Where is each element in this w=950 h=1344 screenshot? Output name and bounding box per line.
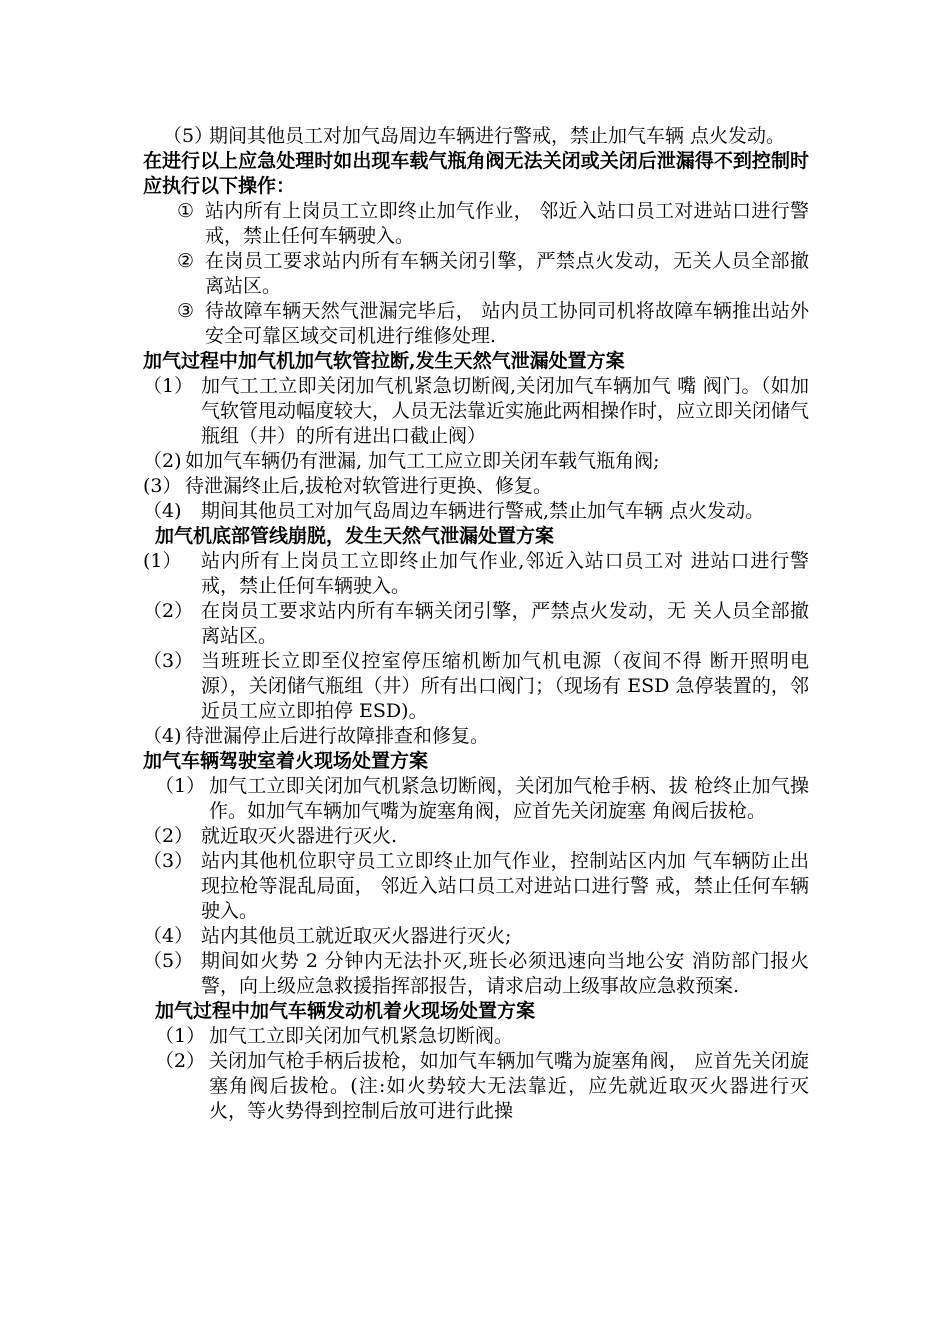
list-item-number: （1） (155, 1025, 206, 1047)
list-item-number: （2） (143, 600, 194, 622)
list-item (143, 599, 809, 649)
list-item (143, 649, 809, 724)
list-item-number: （3） (143, 650, 194, 672)
list-item (143, 374, 809, 449)
list-item (143, 949, 809, 999)
section-heading: 在进行以上应急处理时如出现车载气瓶角阀无法关闭或关闭后泄漏得不到控制时应执行以下操作： (143, 150, 809, 197)
list-item-text: 待泄漏停止后进行故障排查和修复。 (185, 725, 490, 747)
list-item-text: 站内所有上岗员工立即终止加气作业,邻近入站口员工对 进站口进行警戒，禁止任何车辆驶入。 (201, 550, 809, 597)
list-item-text: 加气工工立即关闭加气机紧急切断阀,关闭加气车辆加气 嘴 阀门。（如加气软管甩动幅度较大，人员无法靠近实施此两相操作时，应立即关闭储气瓶组（井）的所有进出口截止阀） (201, 375, 810, 447)
list-item (143, 499, 809, 524)
list-item-text: 关闭加气枪手柄后拔枪，如加气车辆加气嘴为旋塞角阀， 应首先关闭旋塞角阀后拔枪。(注:如火势较大无法靠近，应先就近取灭火器进行灭火，等火势得到控制后放可进行此操 (209, 1050, 809, 1122)
list-item-text: 待泄漏终止后,拔枪对软管进行更换、修复。 (185, 475, 553, 497)
list-item (143, 249, 809, 299)
list-item-number: (1） (143, 550, 182, 572)
list-item-text: 在岗员工要求站内所有车辆关闭引擎，严禁点火发动，无 关人员全部撤离站区。 (201, 600, 809, 647)
section-heading: 加气过程中加气机加气软管拉断,发生天然气泄漏处置方案 (143, 350, 625, 372)
list-item (143, 1049, 809, 1124)
list-item-text: 如加气车辆仍有泄漏, 加气工工应立即关闭车载气瓶角阀; (185, 450, 660, 472)
list-item-number: （1） (155, 775, 206, 797)
list-item-text: 站内其他机位职守员工立即终止加气作业，控制站区内加 气车辆防止出现拉枪等混乱局面， 邻近入站口员工对进站口进行警 戒，禁止任何车辆驶入。 (201, 850, 809, 922)
list-item (143, 199, 809, 249)
list-item-text: 待故障车辆天然气泄漏完毕后， 站内员工协同司机将故障车辆推出站外安全可靠区域交司机进行维修处理. (205, 300, 809, 347)
list-item-number: （5） (143, 950, 194, 972)
section-heading: 加气车辆驾驶室着火现场处置方案 (143, 750, 429, 772)
list-item (143, 1024, 809, 1049)
list-item (143, 849, 809, 924)
list-item-text: 期间其他员工对加气岛周边车辆进行警戒，禁止加气车辆 点火发动。 (209, 125, 786, 147)
list-item-number: （4) (143, 725, 182, 747)
section-heading: 加气机底部管线崩脱，发生天然气泄漏处置方案 (155, 525, 555, 547)
list-item-number: （4) (143, 500, 182, 522)
list-item (143, 549, 809, 599)
list-item-text: 期间如火势 2 分钟内无法扑灭,班长必须迅速向当地公安 消防部门报火警，向上级应急救援指挥部报告，请求启动上级事故应急救预案. (201, 950, 809, 997)
list-item-number: （2） (155, 1050, 206, 1072)
list-item-number: ③ (177, 300, 195, 322)
list-item-number: （5） (163, 125, 214, 147)
list-item-number: （2） (143, 825, 194, 847)
list-item-text: 加气工立即关闭加气机紧急切断阀。 (209, 1025, 514, 1047)
list-item (143, 924, 809, 949)
list-item-text: 在岗员工要求站内所有车辆关闭引擎，严禁点火发动，无关人员全部撤离站区。 (205, 250, 809, 297)
list-item-text: 就近取灭火器进行灭火. (201, 825, 398, 847)
list-item-number: （3） (143, 850, 194, 872)
section-heading: 加气过程中加气车辆发动机着火现场处置方案 (155, 1000, 536, 1022)
list-item (143, 449, 809, 474)
list-item (143, 824, 809, 849)
list-item-text: 加气工立即关闭加气机紧急切断阀，关闭加气枪手柄、拔 枪终止加气操作。如加气车辆加气嘴为旋塞角阀，应首先关闭旋塞 角阀后拔枪。 (209, 775, 809, 822)
list-item-number: （4） (143, 925, 194, 947)
list-item-number: （2) (143, 450, 182, 472)
list-item (143, 299, 809, 349)
list-item (143, 474, 809, 499)
list-item-text: 站内其他员工就近取灭火器进行灭火; (201, 925, 512, 947)
list-item-text: 站内所有上岗员工立即终止加气作业， 邻近入站口员工对进站口进行警戒，禁止任何车辆驶入。 (205, 200, 809, 247)
list-item-number: （1） (143, 375, 194, 397)
list-item-number: ② (177, 250, 195, 272)
list-item (143, 124, 809, 149)
list-item-number: ① (177, 200, 195, 222)
list-item (143, 774, 809, 824)
list-item-number: (3） (143, 475, 182, 497)
list-item-text: 期间其他员工对加气岛周边车辆进行警戒,禁止加气车辆 点火发动。 (201, 500, 765, 522)
document-body (143, 124, 809, 1124)
list-item-text: 当班班长立即至仪控室停压缩机断加气机电源（夜间不得 断开照明电源），关闭储气瓶组（井）所有出口阀门；（现场有 ESD 急停装置的，邻近员工应立即拍停 ESD)。 (201, 650, 809, 722)
list-item (143, 724, 809, 749)
